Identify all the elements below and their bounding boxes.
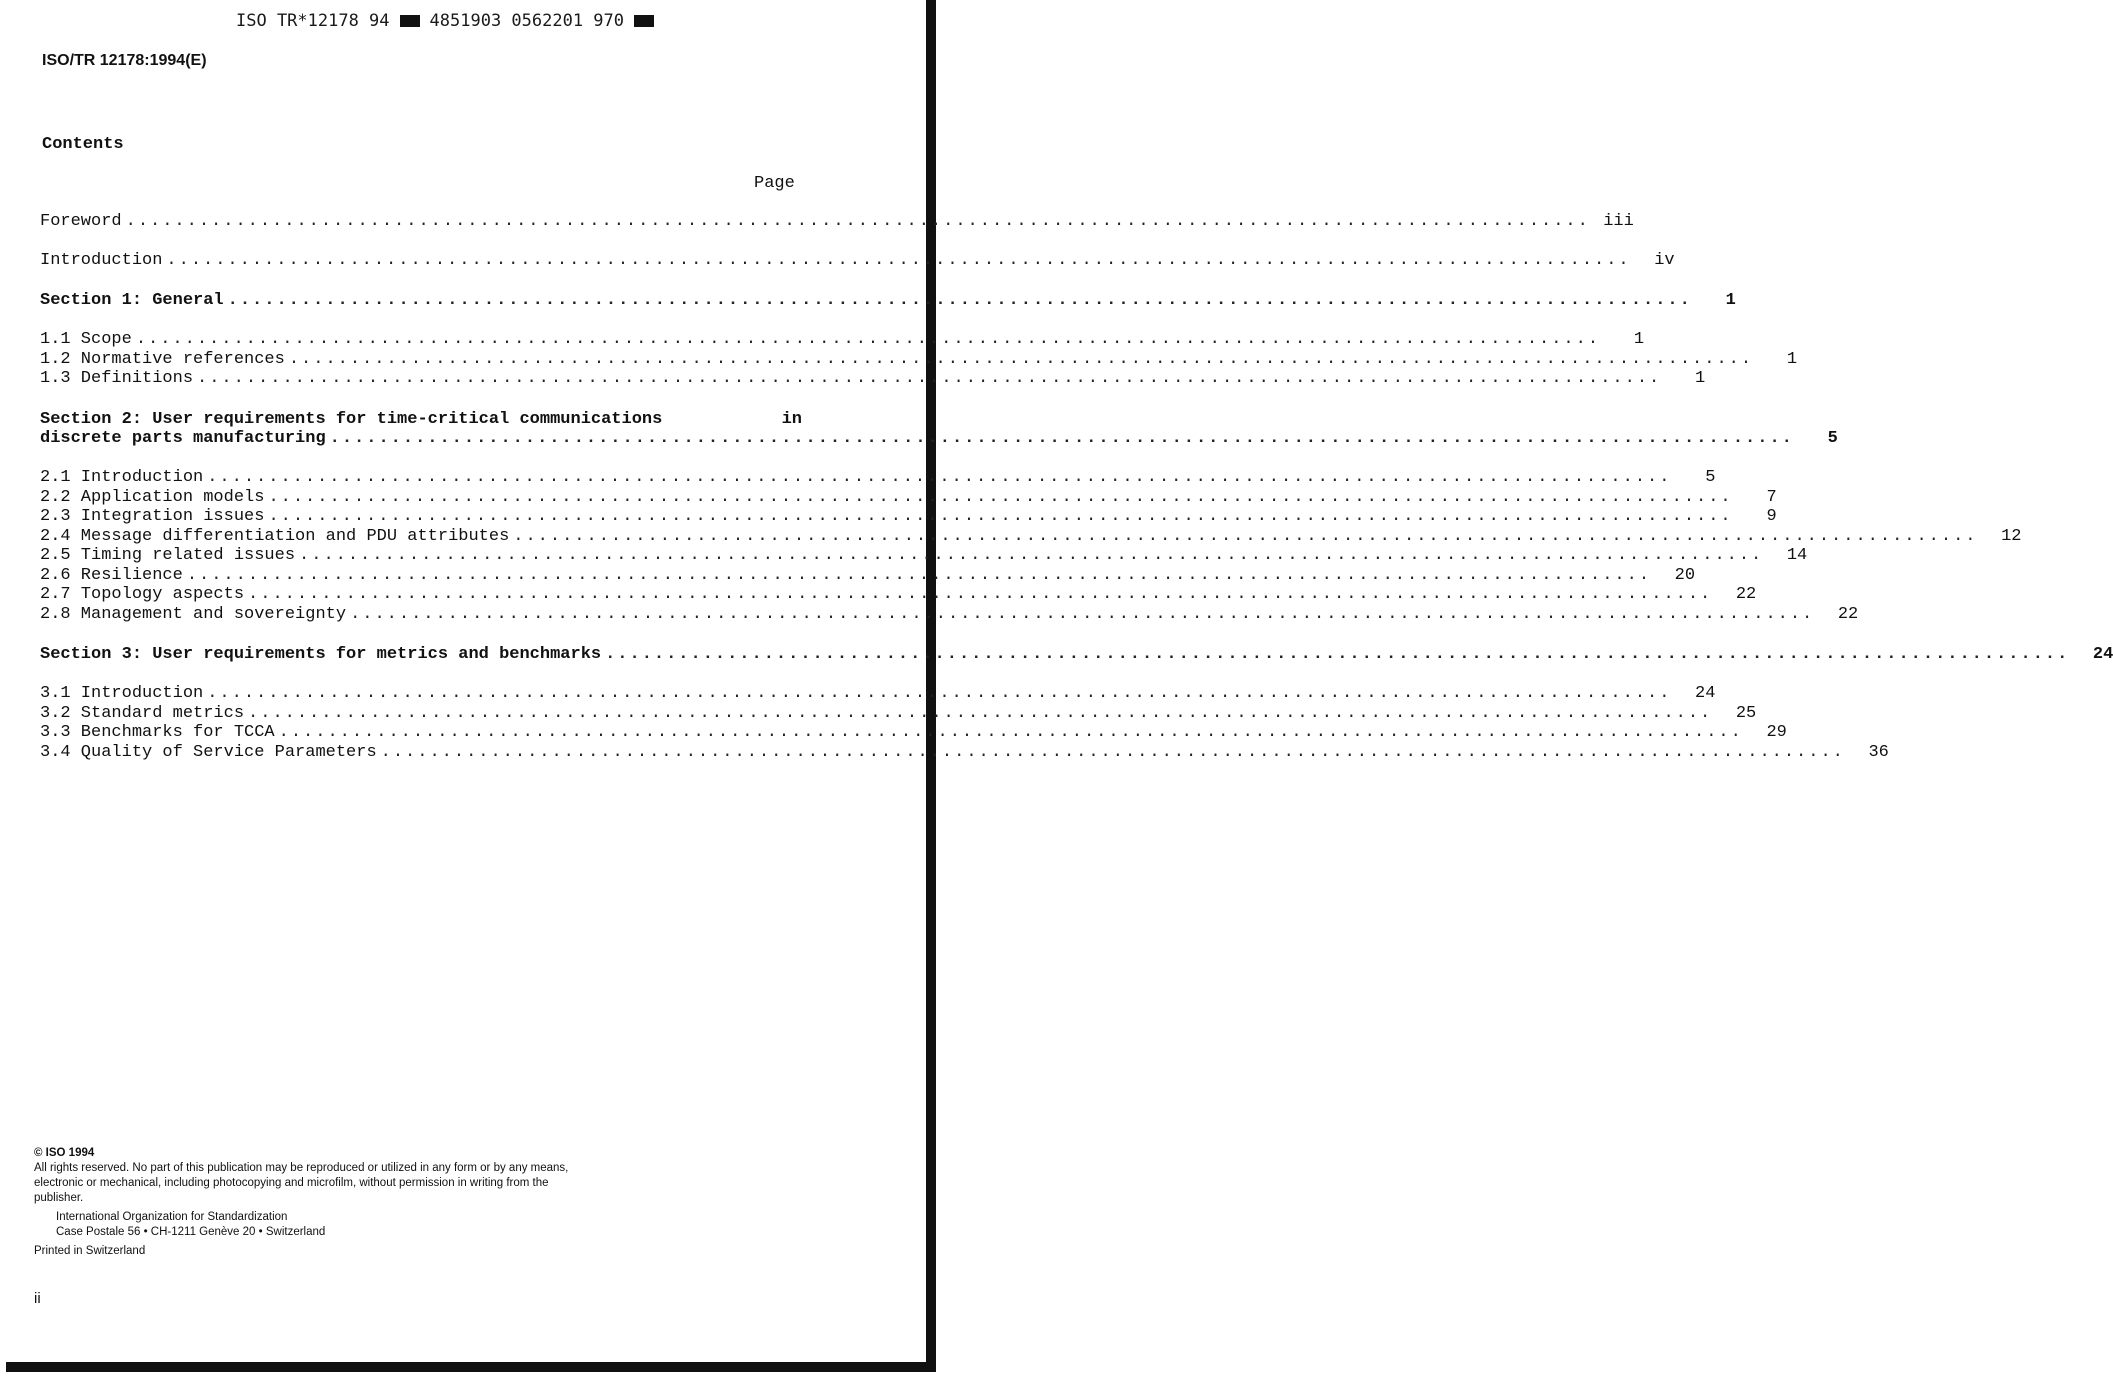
printed-in: Printed in Switzerland <box>34 1245 146 1257</box>
document-id: ISO/TR 12178:1994(E) <box>42 52 207 69</box>
toc-entry-2-8[interactable]: 2.8 Management and sovereignty ........................................................................................................................ 22 <box>40 605 1859 624</box>
dot-leader: ........................................................................................................................ <box>135 330 1601 349</box>
toc-entry-1-2[interactable]: 1.2 Normative references ........................................................................................................................ 1 <box>40 350 1798 369</box>
dot-leader: ........................................................................................................................ <box>186 566 1652 585</box>
toc-section-2[interactable]: discrete parts manufacturing ........................................................................................................................ 5 <box>40 429 1838 448</box>
dot-leader: ........................................................................................................................ <box>125 212 1590 231</box>
dot-leader: ........................................................................................................................ <box>248 704 1713 723</box>
page-number: ii <box>34 1290 41 1307</box>
toc-entry-introduction[interactable]: Introduction ........................................................................................................................ iv <box>40 251 1675 270</box>
toc-entry-2-5[interactable]: 2.5 Timing related issues ........................................................................................................................ 14 <box>40 546 1808 565</box>
dot-leader: ........................................................................................................................ <box>268 488 1733 507</box>
dot-leader: ........................................................................................................................ <box>166 251 1631 270</box>
toc-entry-2-7[interactable]: 2.7 Topology aspects ........................................................................................................................ 22 <box>40 585 1757 604</box>
organization-name: International Organization for Standardization <box>56 1211 288 1223</box>
toc-section-1[interactable]: Section 1: General ........................................................................................................................ 1 <box>40 291 1736 310</box>
page-column-label: Page <box>754 174 795 193</box>
dot-leader: ........................................................................................................................ <box>350 605 1815 624</box>
dot-leader: ........................................................................................................................ <box>605 645 2070 664</box>
toc-entry-2-1[interactable]: 2.1 Introduction ........................................................................................................................ 5 <box>40 468 1716 487</box>
toc-entry-2-6[interactable]: 2.6 Resilience ........................................................................................................................ 20 <box>40 566 1696 585</box>
toc-entry-1-1[interactable]: 1.1 Scope ........................................................................................................................ 1 <box>40 330 1645 349</box>
dot-leader: ........................................................................................................................ <box>288 350 1754 369</box>
copyright-line: © ISO 1994 <box>34 1147 95 1159</box>
catalog-code-left: ISO TR*12178 94 <box>236 11 390 31</box>
dot-leader: ........................................................................................................................ <box>197 369 1662 388</box>
scan-edge-bottom <box>6 1362 936 1372</box>
black-block-icon <box>400 15 420 27</box>
dot-leader: ........................................................................................................................ <box>207 684 1672 703</box>
black-block-icon <box>634 15 654 27</box>
toc-entry-3-4[interactable]: 3.4 Quality of Service Parameters ........................................................................................................................ 36 <box>40 743 1889 762</box>
dot-leader: ........................................................................................................................ <box>227 291 1692 310</box>
toc-entry-3-1[interactable]: 3.1 Introduction ........................................................................................................................ 24 <box>40 684 1716 703</box>
copyright-notice <box>34 1146 594 1259</box>
dot-leader: ........................................................................................................................ <box>268 507 1733 526</box>
toc-section-2-line1[interactable]: Section 2: User requirements for time-critical communications in <box>40 410 802 429</box>
dot-leader: ........................................................................................................................ <box>380 743 1845 762</box>
toc-entry-2-2[interactable]: 2.2 Application models ........................................................................................................................ 7 <box>40 488 1777 507</box>
dot-leader: ........................................................................................................................ <box>513 527 1978 546</box>
toc-entry-foreword[interactable]: Foreword ........................................................................................................................ iii <box>40 212 1634 231</box>
toc-entry-2-4[interactable]: 2.4 Message differentiation and PDU attributes ........................................................................................................................ 12 <box>40 527 2022 546</box>
toc-entry-3-3[interactable]: 3.3 Benchmarks for TCCA ........................................................................................................................ 29 <box>40 723 1787 742</box>
dot-leader: ........................................................................................................................ <box>299 546 1764 565</box>
toc-section-3[interactable]: Section 3: User requirements for metrics and benchmarks ........................................................................................................................ 24 <box>40 645 2113 664</box>
dot-leader: ........................................................................................................................ <box>207 468 1672 487</box>
toc-entry-3-2[interactable]: 3.2 Standard metrics ........................................................................................................................ 25 <box>40 704 1757 723</box>
catalog-code-line <box>236 10 716 32</box>
contents-heading: Contents <box>42 135 124 154</box>
dot-leader: ........................................................................................................................ <box>329 429 1794 448</box>
toc-entry-2-3[interactable]: 2.3 Integration issues ........................................................................................................................ 9 <box>40 507 1777 526</box>
rights-statement: All rights reserved. No part of this publication may be reproduced or utilized in any form or by any means, electronic or mechanical, including photocopying and microfilm, without permission in writing from the publisher. <box>34 1162 569 1204</box>
toc-entry-1-3[interactable]: 1.3 Definitions ........................................................................................................................ 1 <box>40 369 1706 388</box>
organization-address: Case Postale 56 • CH-1211 Genève 20 • Switzerland <box>56 1226 326 1238</box>
dot-leader: ........................................................................................................................ <box>248 585 1713 604</box>
catalog-code-right: 4851903 0562201 970 <box>429 11 624 31</box>
dot-leader: ........................................................................................................................ <box>278 723 1743 742</box>
